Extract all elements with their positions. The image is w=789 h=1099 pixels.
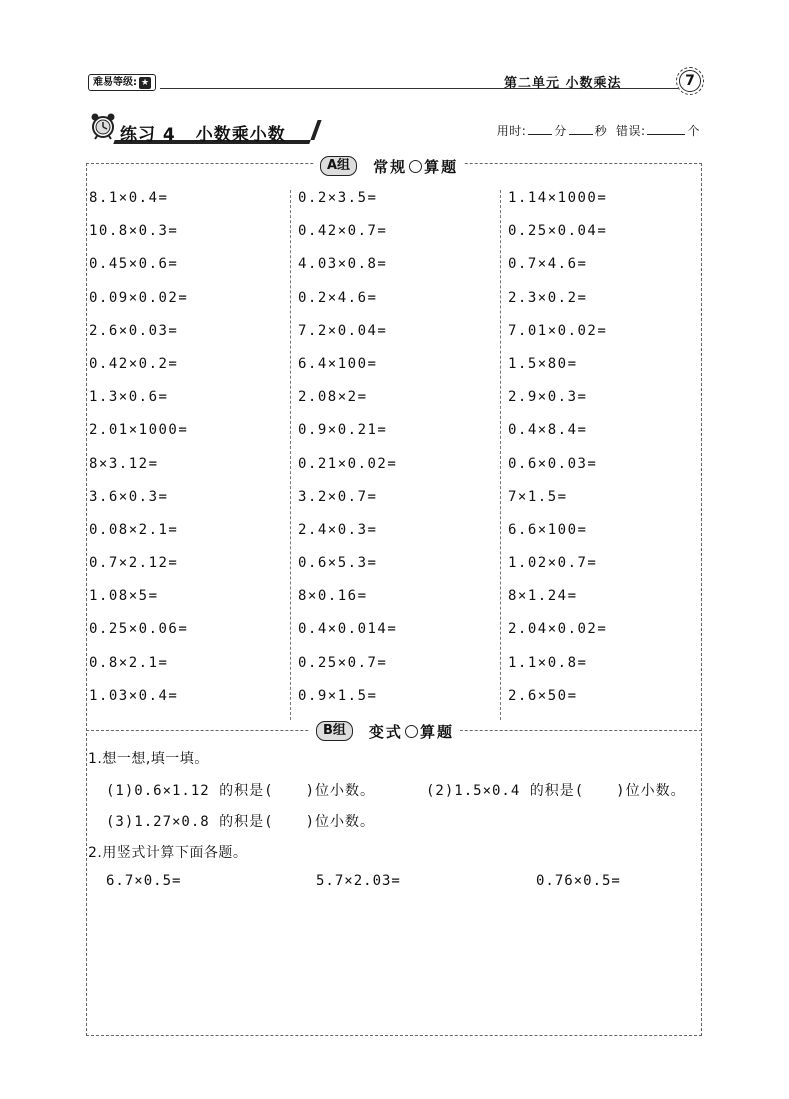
seconds-blank[interactable]	[569, 122, 593, 135]
vertical-calc-item: 5.7×2.03=	[316, 873, 401, 889]
section-b-title-post: 算题	[419, 722, 454, 741]
section-a-title	[373, 156, 458, 177]
problem-item: 1.5×80=	[508, 355, 578, 372]
problem-item: 3.6×0.3=	[89, 488, 169, 505]
problem-item: 7.01×0.02=	[508, 322, 608, 339]
problem-item: 10.8×0.3=	[89, 223, 179, 240]
count-label: 个	[687, 124, 700, 138]
difficulty-badge	[88, 74, 156, 91]
section-b-title-pre: 变式	[368, 722, 403, 741]
problem-item: 0.42×0.2=	[89, 355, 179, 372]
problem-item: 0.4×0.014=	[298, 621, 398, 638]
problem-item: 2.3×0.2=	[508, 289, 588, 306]
problem-item: 1.03×0.4=	[89, 687, 179, 704]
problem-item: 0.08×2.1=	[89, 521, 179, 538]
problem-item: 0.4×8.4=	[508, 422, 588, 439]
problem-item: 0.9×1.5=	[298, 687, 378, 704]
problem-item: 0.25×0.7=	[298, 654, 388, 671]
circle-icon	[405, 725, 418, 738]
q1-part2-suffix: )位小数。	[616, 783, 686, 799]
exercise-name: 小数乘小数	[195, 125, 286, 145]
star-icon: ★	[141, 78, 150, 88]
section-a-title-pre: 常规	[373, 157, 408, 176]
alarm-clock-icon	[88, 110, 118, 140]
problem-item: 2.08×2=	[298, 389, 368, 406]
problem-item: 3.2×0.7=	[298, 488, 378, 505]
question-1-title: 1.想一想,填一填。	[88, 751, 209, 767]
problem-column-1	[89, 188, 294, 719]
problem-item: 8.1×0.4=	[89, 190, 169, 206]
section-a-title-post: 算题	[424, 157, 459, 176]
section-b-header	[310, 720, 460, 742]
q1-part1-text: (1)0.6×1.12 的积是(	[106, 783, 274, 799]
page-number-badge	[676, 67, 704, 95]
problem-item: 0.2×4.6=	[298, 289, 378, 306]
minute-label: 分	[554, 124, 567, 138]
problem-item: 0.09×0.02=	[89, 289, 189, 306]
problem-item: 2.01×1000=	[89, 422, 189, 439]
section-b-badge: B组	[316, 721, 353, 741]
question-2-title: 2.用竖式计算下面各题。	[88, 845, 248, 861]
problem-item: 8×3.12=	[89, 455, 159, 472]
exercise-title	[120, 120, 340, 144]
q1-part3-text: (3)1.27×0.8 的积是(	[106, 814, 274, 830]
problem-item: 0.45×0.6=	[89, 256, 179, 273]
problem-item: 1.3×0.6=	[89, 389, 169, 406]
problem-item: 6.4×100=	[298, 355, 378, 372]
problem-item: 0.25×0.04=	[508, 223, 608, 240]
problem-item: 2.4×0.3=	[298, 521, 378, 538]
problem-column-2	[298, 188, 503, 719]
problem-item: 0.42×0.7=	[298, 223, 388, 240]
q1-part1-suffix: )位小数。	[305, 783, 376, 799]
problem-item: 4.03×0.8=	[298, 256, 388, 273]
problem-item: 0.25×0.06=	[89, 621, 189, 638]
problem-item: 2.6×0.03=	[89, 322, 179, 339]
problem-item: 1.02×0.7=	[508, 555, 598, 572]
vertical-calc-item: 6.7×0.5=	[106, 873, 182, 889]
circle-icon	[409, 160, 422, 173]
section-b-title	[369, 721, 454, 742]
problem-item: 7×1.5=	[508, 488, 568, 505]
errors-blank[interactable]	[647, 122, 685, 135]
q1-part3-suffix: )位小数。	[305, 814, 376, 830]
problem-item: 1.1×0.8=	[508, 654, 588, 671]
problem-column-3	[508, 188, 713, 719]
problem-item: 1.14×1000=	[508, 190, 608, 206]
section-a-header	[314, 155, 464, 177]
time-record	[497, 122, 700, 139]
problem-item: 0.7×4.6=	[508, 256, 588, 273]
vertical-calc-item: 0.76×0.5=	[536, 873, 621, 889]
minutes-blank[interactable]	[528, 122, 552, 135]
question-1-part-2	[426, 780, 686, 800]
problem-item: 0.7×2.12=	[89, 555, 179, 572]
question-1-part-1	[106, 780, 375, 800]
exercise-title-row	[88, 108, 700, 146]
q1-part2-text: (2)1.5×0.4 的积是(	[426, 783, 585, 799]
problem-item: 1.08×5=	[89, 588, 159, 605]
problem-item: 7.2×0.04=	[298, 322, 388, 339]
error-label: 错误:	[615, 124, 646, 138]
exercise-number: 练习 4	[120, 125, 176, 145]
problem-item: 8×1.24=	[508, 588, 578, 605]
problem-item: 2.9×0.3=	[508, 389, 588, 406]
problem-item: 0.2×3.5=	[298, 190, 378, 206]
page-header	[88, 66, 700, 96]
unit-title: 第二单元 小数乘法	[504, 76, 622, 91]
section-a-badge: A组	[320, 156, 357, 176]
problem-item: 8×0.16=	[298, 588, 368, 605]
problem-item: 6.6×100=	[508, 521, 588, 538]
problem-item: 0.6×0.03=	[508, 455, 598, 472]
problem-item: 2.6×50=	[508, 687, 578, 704]
time-label: 用时:	[496, 124, 527, 138]
question-1-part-3	[106, 811, 375, 831]
problem-item: 2.04×0.02=	[508, 621, 608, 638]
difficulty-label: 难易等级:	[93, 77, 137, 88]
second-label: 秒	[594, 124, 608, 138]
problem-item: 0.9×0.21=	[298, 422, 388, 439]
problem-item: 0.21×0.02=	[298, 455, 398, 472]
problem-item: 0.6×5.3=	[298, 555, 378, 572]
problem-item: 0.8×2.1=	[89, 654, 169, 671]
page-number: 7	[679, 70, 701, 92]
